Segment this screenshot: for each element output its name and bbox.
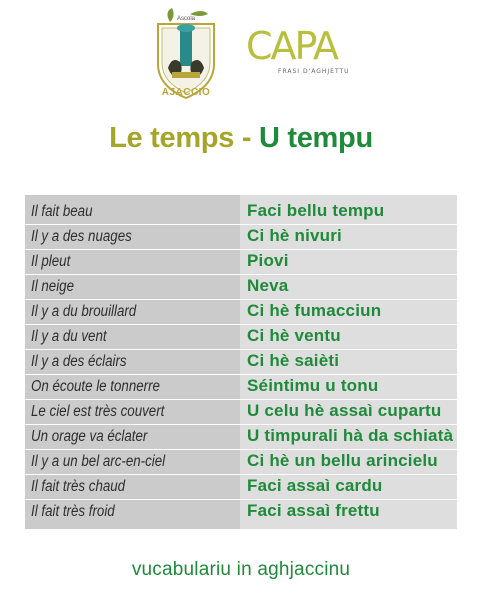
table-row	[25, 224, 457, 249]
table-row	[25, 274, 457, 299]
french-phrase: Il fait très chaud	[31, 478, 126, 495]
page-title	[0, 122, 482, 155]
french-phrase: Il neige	[31, 278, 74, 295]
crest-city-name: AJACCIO	[161, 87, 211, 98]
table-row	[25, 374, 457, 399]
title-separator: -	[241, 122, 252, 154]
french-phrase: Il y a des éclairs	[31, 353, 127, 370]
table-row	[25, 324, 457, 349]
french-phrase: Il pleut	[31, 253, 71, 270]
corsican-phrase: Ci hè nivuri	[247, 226, 342, 245]
table-row	[25, 349, 457, 374]
french-phrase: Il y a des nuages	[31, 228, 132, 245]
capa-logo	[240, 24, 350, 84]
table-row	[25, 299, 457, 324]
french-phrase: Il fait très froid	[31, 503, 115, 520]
vocabulary-table	[25, 195, 457, 529]
table-row	[25, 399, 457, 424]
corsican-phrase: Ci hè un bellu arincielu	[247, 451, 438, 470]
corsican-phrase: Faci assaì frettu	[247, 501, 380, 520]
footer-caption: vucabulariu in aghjaccinu	[131, 559, 351, 580]
capa-tagline: FRASI D'AGHJETTU	[278, 68, 350, 75]
corsican-phrase: Ci hè fumacciun	[247, 301, 382, 320]
corsican-phrase: Faci bellu tempu	[247, 201, 385, 220]
french-phrase: Il y a du vent	[31, 328, 107, 345]
table-row	[25, 474, 457, 499]
corsican-phrase: Ci hè ventu	[247, 326, 341, 345]
corsican-phrase: Séintimu u tonu	[247, 376, 379, 395]
table-row	[25, 199, 457, 224]
corsican-phrase: U timpurali hà da schiatà	[247, 426, 454, 445]
table-row	[25, 499, 457, 524]
french-phrase: On écoute le tonnerre	[31, 378, 160, 395]
title-french: Le temps	[109, 122, 235, 154]
table-row	[25, 449, 457, 474]
french-phrase: Le ciel est très couvert	[31, 403, 165, 420]
corsican-phrase: Ci hè saièti	[247, 351, 340, 370]
french-phrase: Un orage va éclater	[31, 428, 148, 445]
corsican-phrase: U celu hè assaì cupartu	[247, 401, 442, 420]
table-row	[25, 424, 457, 449]
ajaccio-crest-logo	[150, 6, 222, 106]
title-corsican: U tempu	[258, 122, 373, 154]
french-phrase: Il fait beau	[31, 203, 93, 220]
capa-wordmark: CAPA	[246, 24, 338, 68]
french-phrase: Il y a un bel arc-en-ciel	[31, 453, 166, 470]
corsican-phrase: Neva	[247, 276, 289, 295]
corsican-phrase: Faci assaì cardu	[247, 476, 383, 495]
table-row	[25, 249, 457, 274]
corsican-phrase: Piovi	[247, 251, 289, 270]
header-logos	[0, 0, 482, 110]
french-phrase: Il y a du brouillard	[31, 303, 137, 320]
crest-top-text: Ascola	[176, 16, 195, 22]
